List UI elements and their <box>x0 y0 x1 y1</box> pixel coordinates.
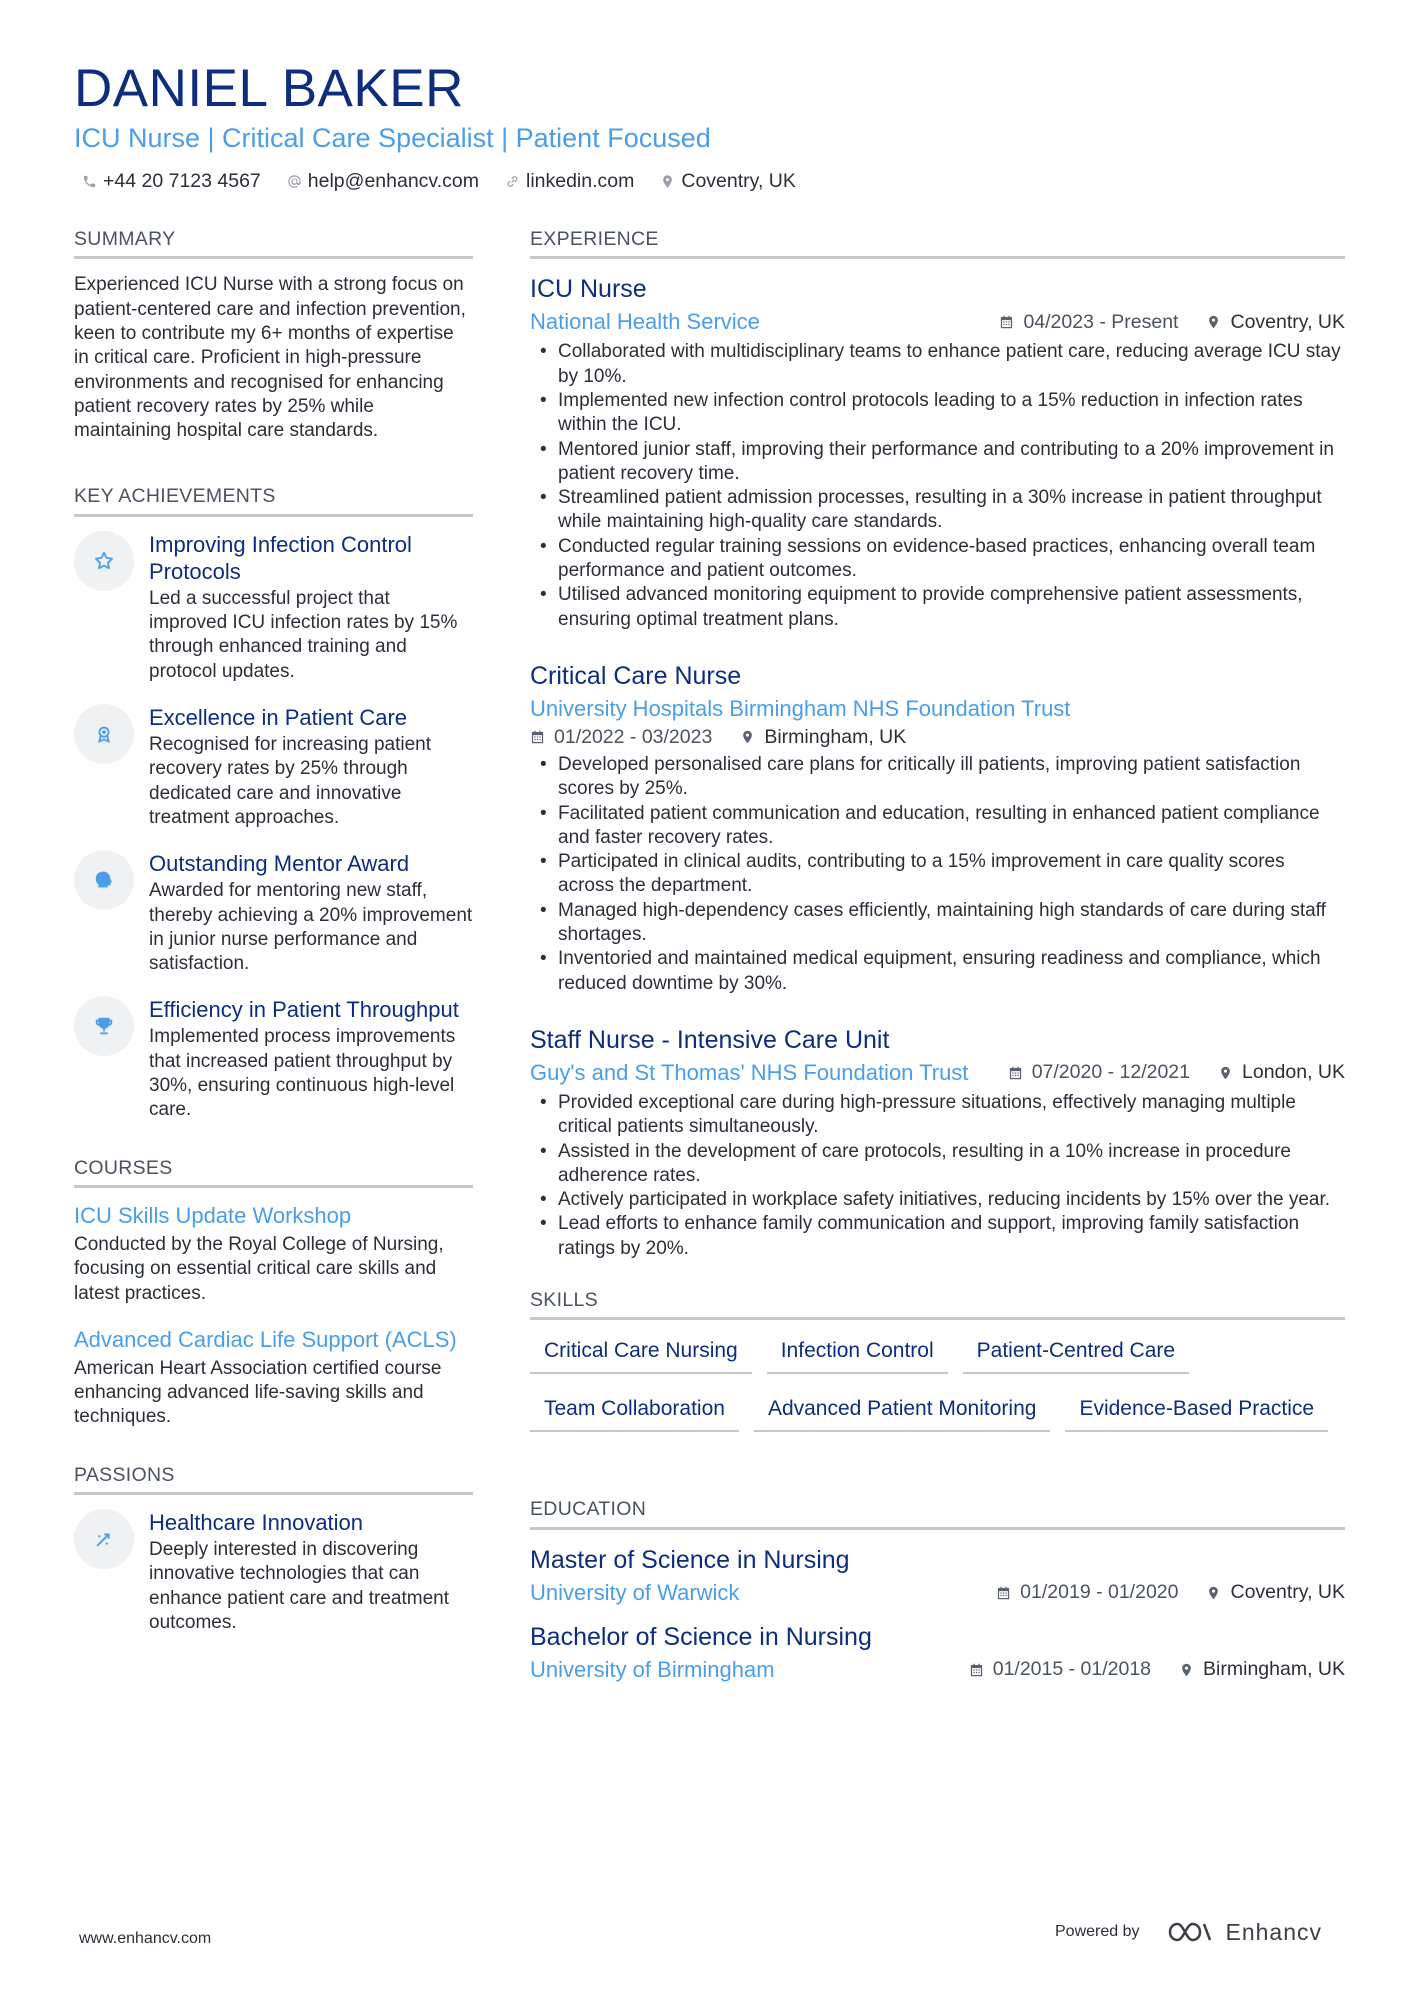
achievement-title: Excellence in Patient Care <box>149 705 408 731</box>
job-company: National Health Service <box>530 309 760 335</box>
footer-branding <box>1055 1918 1322 1946</box>
calendar-icon <box>996 1585 1011 1601</box>
job-location-text: London, UK <box>1242 1061 1345 1084</box>
course-title: ICU Skills Update Workshop <box>74 1203 352 1228</box>
education-location-text: Birmingham, UK <box>1203 1658 1345 1681</box>
job-bullet: • Assisted in the development of care protocols, resulting in a 10% increase in procedure adherence rates. <box>530 1140 1345 1189</box>
education-dates-text: 01/2015 - 01/2018 <box>992 1658 1152 1681</box>
skill-tag: Team Collaboration <box>530 1392 739 1432</box>
job-bullet: • Collaborated with multidisciplinary teams to enhance patient care, reducing average ICU stay by 10%. <box>530 340 1345 389</box>
experience-section <box>530 228 1345 1261</box>
skill-tag: Patient-Centred Care <box>963 1334 1189 1374</box>
footer-website[interactable]: www.enhancv.com <box>79 1930 212 1947</box>
course-item <box>74 1326 473 1430</box>
achievement-title: Outstanding Mentor Award <box>149 851 410 877</box>
contact-linkedin-text: linkedin.com <box>525 170 635 192</box>
powered-by-text: Powered by <box>1055 1923 1140 1940</box>
job-bullet: • Inventoried and maintained medical equipment, ensuring readiness and compliance, which reduced downtime by 30%. <box>530 947 1345 996</box>
passions-heading: PASSIONS <box>74 1464 473 1495</box>
job-dates-text: 07/2020 - 12/2021 <box>1031 1061 1190 1084</box>
job-dates <box>999 311 1178 334</box>
job-dates <box>1008 1061 1190 1084</box>
calendar-icon <box>999 314 1014 330</box>
education-school: University of Birmingham <box>530 1656 775 1682</box>
job-bullet: • Utilised advanced monitoring equipment to provide comprehensive patient assessments, ensuring optimal treatment plans. <box>530 583 1345 632</box>
passion-description: Deeply interested in discovering innovative technologies that can enhance patient care and treatment outcomes. <box>149 1539 449 1634</box>
calendar-icon <box>969 1662 984 1678</box>
achievement-description: Led a successful project that improved ICU infection rates by 15% through enhanced training and protocol updates. <box>149 587 458 682</box>
skill-tag: Advanced Patient Monitoring <box>754 1392 1051 1432</box>
contact-linkedin[interactable] <box>505 170 634 193</box>
summary-section <box>74 228 473 443</box>
job-entry <box>530 273 1345 632</box>
candidate-tagline: ICU Nurse | Critical Care Specialist | Patient Focused <box>74 123 711 153</box>
education-meta <box>530 1656 1345 1684</box>
skill-tag: Critical Care Nursing <box>530 1334 752 1374</box>
summary-heading: SUMMARY <box>74 228 473 259</box>
job-dates-text: 01/2022 - 03/2023 <box>554 725 713 748</box>
education-dates <box>996 1581 1178 1604</box>
job-bullet: • Provided exceptional care during high-pressure situations, effectively managing multiple critical patients simultaneously. <box>530 1091 1345 1140</box>
skills-heading: SKILLS <box>530 1289 1345 1320</box>
job-entry <box>530 660 1345 996</box>
job-bullet: • Conducted regular training sessions on evidence-based practices, enhancing overall team performance and patient outcomes. <box>530 535 1345 584</box>
innovation-icon <box>74 1509 134 1569</box>
job-bullets <box>530 340 1345 632</box>
course-description: Conducted by the Royal College of Nursing, focusing on essential critical care skills and latest practices. <box>74 1234 444 1304</box>
achievement-description: Implemented process improvements that increased patient throughput by 30%, ensuring continuous high-level care. <box>149 1026 456 1121</box>
achievement-description: Awarded for mentoring new staff, thereby achieving a 20% improvement in junior nurse performance and satisfaction. <box>149 880 473 975</box>
experience-heading: EXPERIENCE <box>530 228 1345 259</box>
job-company: Guy's and St Thomas' NHS Foundation Trust <box>530 1059 969 1085</box>
job-location <box>1206 311 1345 334</box>
job-location <box>740 726 906 749</box>
job-bullet: • Developed personalised care plans for critically ill patients, improving patient satisfaction scores by 25%. <box>530 753 1345 802</box>
job-bullets <box>530 1091 1345 1261</box>
job-location-text: Birmingham, UK <box>764 725 907 748</box>
achievement-item <box>74 850 473 976</box>
contact-location <box>660 170 796 193</box>
job-bullet: • Implemented new infection control protocols leading to a 15% reduction in infection rates within the ICU. <box>530 389 1345 438</box>
location-pin-icon <box>1179 1662 1194 1678</box>
achievement-title: Efficiency in Patient Throughput <box>149 997 459 1023</box>
location-pin-icon <box>1206 314 1221 330</box>
enhancv-logo-icon <box>1166 1918 1214 1946</box>
job-bullet: • Streamlined patient admission processes, resulting in a 30% increase in patient throughput while maintaining high-quality care standards. <box>530 486 1345 535</box>
job-bullet: • Actively participated in workplace safety initiatives, reducing incidents by 15% over the year. <box>530 1188 1345 1212</box>
contact-email[interactable] <box>287 170 479 193</box>
passion-item <box>74 1509 473 1635</box>
education-school: University of Warwick <box>530 1579 740 1605</box>
education-degree: Master of Science in Nursing <box>530 1545 850 1574</box>
education-location <box>1179 1658 1345 1681</box>
job-dates-text: 04/2023 - Present <box>1023 310 1179 333</box>
education-entry <box>530 1621 1345 1684</box>
achievement-title: Improving Infection Control Protocols <box>149 531 412 584</box>
job-title: Staff Nurse - Intensive Care Unit <box>530 1025 890 1054</box>
achievement-item <box>74 531 473 684</box>
location-pin-icon <box>1218 1065 1233 1081</box>
education-location <box>1206 1581 1345 1604</box>
course-item <box>74 1202 473 1306</box>
contact-phone[interactable] <box>82 170 261 193</box>
job-title: Critical Care Nurse <box>530 661 742 690</box>
achievement-description: Recognised for increasing patient recovery rates by 25% through dedicated care and innovative treatment approaches. <box>149 734 432 828</box>
job-location-text: Coventry, UK <box>1230 310 1345 333</box>
education-dates <box>969 1658 1151 1681</box>
contact-phone-text: +44 20 7123 4567 <box>103 170 261 192</box>
job-bullet: • Lead efforts to enhance family communication and support, improving family satisfaction ratings by 20%. <box>530 1212 1345 1261</box>
skill-tag: Evidence-Based Practice <box>1065 1392 1328 1432</box>
education-section <box>530 1498 1345 1683</box>
job-entry <box>530 1024 1345 1261</box>
passions-section <box>74 1464 473 1636</box>
skill-tag: Infection Control <box>767 1334 948 1374</box>
education-dates-text: 01/2019 - 01/2020 <box>1020 1581 1179 1604</box>
head-icon <box>74 850 134 910</box>
candidate-name: DANIEL BAKER <box>74 59 464 118</box>
skills-section <box>530 1289 1345 1450</box>
course-description: American Heart Association certified course enhancing advanced life-saving skills and techniques. <box>74 1357 442 1428</box>
education-meta <box>530 1579 1345 1607</box>
calendar-icon <box>1008 1065 1023 1081</box>
star-icon <box>74 531 134 591</box>
calendar-icon <box>530 729 545 745</box>
job-bullet: • Mentored junior staff, improving their performance and contributing to a 20% improvement in patient recovery time. <box>530 438 1345 487</box>
phone-icon <box>82 174 97 189</box>
courses-section <box>74 1157 473 1430</box>
job-bullet: • Participated in clinical audits, contributing to a 15% improvement in care quality scores across the department. <box>530 850 1345 899</box>
achievement-item <box>74 704 473 830</box>
achievements-heading: KEY ACHIEVEMENTS <box>74 485 473 516</box>
summary-text: Experienced ICU Nurse with a strong focus on patient-centered care and infection prevention, keen to contribute my 6+ months of expertise in critical care. Proficient in high-pressure environments and recognised for enhancing patient recovery rates by 25% while maintaining hospital care standards. <box>74 274 466 442</box>
location-pin-icon <box>1206 1585 1221 1601</box>
at-icon <box>287 174 302 189</box>
job-bullet: • Facilitated patient communication and education, resulting in enhanced patient compliance and faster recovery rates. <box>530 802 1345 851</box>
skills-list <box>530 1334 1345 1450</box>
education-location-text: Coventry, UK <box>1230 1581 1345 1604</box>
job-bullet: • Managed high-dependency cases efficiently, maintaining high standards of care during staff shortages. <box>530 899 1345 948</box>
job-bullets <box>530 753 1345 996</box>
education-heading: EDUCATION <box>530 1498 1345 1529</box>
courses-heading: COURSES <box>74 1157 473 1188</box>
achievement-item <box>74 996 473 1122</box>
left-column <box>74 228 473 1655</box>
contact-email-text: help@enhancv.com <box>307 170 479 192</box>
brand-name: Enhancv <box>1225 1918 1323 1945</box>
job-title: ICU Nurse <box>530 275 647 304</box>
link-icon <box>505 174 520 189</box>
location-pin-icon <box>740 729 755 745</box>
job-meta <box>530 726 1345 749</box>
trophy-icon <box>74 996 134 1056</box>
education-entry <box>530 1544 1345 1607</box>
course-title: Advanced Cardiac Life Support (ACLS) <box>74 1326 457 1352</box>
award-icon <box>74 704 134 764</box>
job-location <box>1218 1061 1345 1084</box>
achievements-section <box>74 485 473 1122</box>
job-dates <box>530 726 712 749</box>
job-company: University Hospitals Birmingham NHS Foundation Trust <box>530 695 1071 721</box>
education-degree: Bachelor of Science in Nursing <box>530 1622 872 1651</box>
passion-title: Healthcare Innovation <box>149 1510 364 1536</box>
contact-location-text: Coventry, UK <box>681 170 796 192</box>
job-meta <box>530 1059 1345 1087</box>
right-column <box>530 228 1345 1698</box>
job-meta <box>530 308 1345 336</box>
contact-bar <box>82 170 822 193</box>
location-pin-icon <box>660 174 675 189</box>
